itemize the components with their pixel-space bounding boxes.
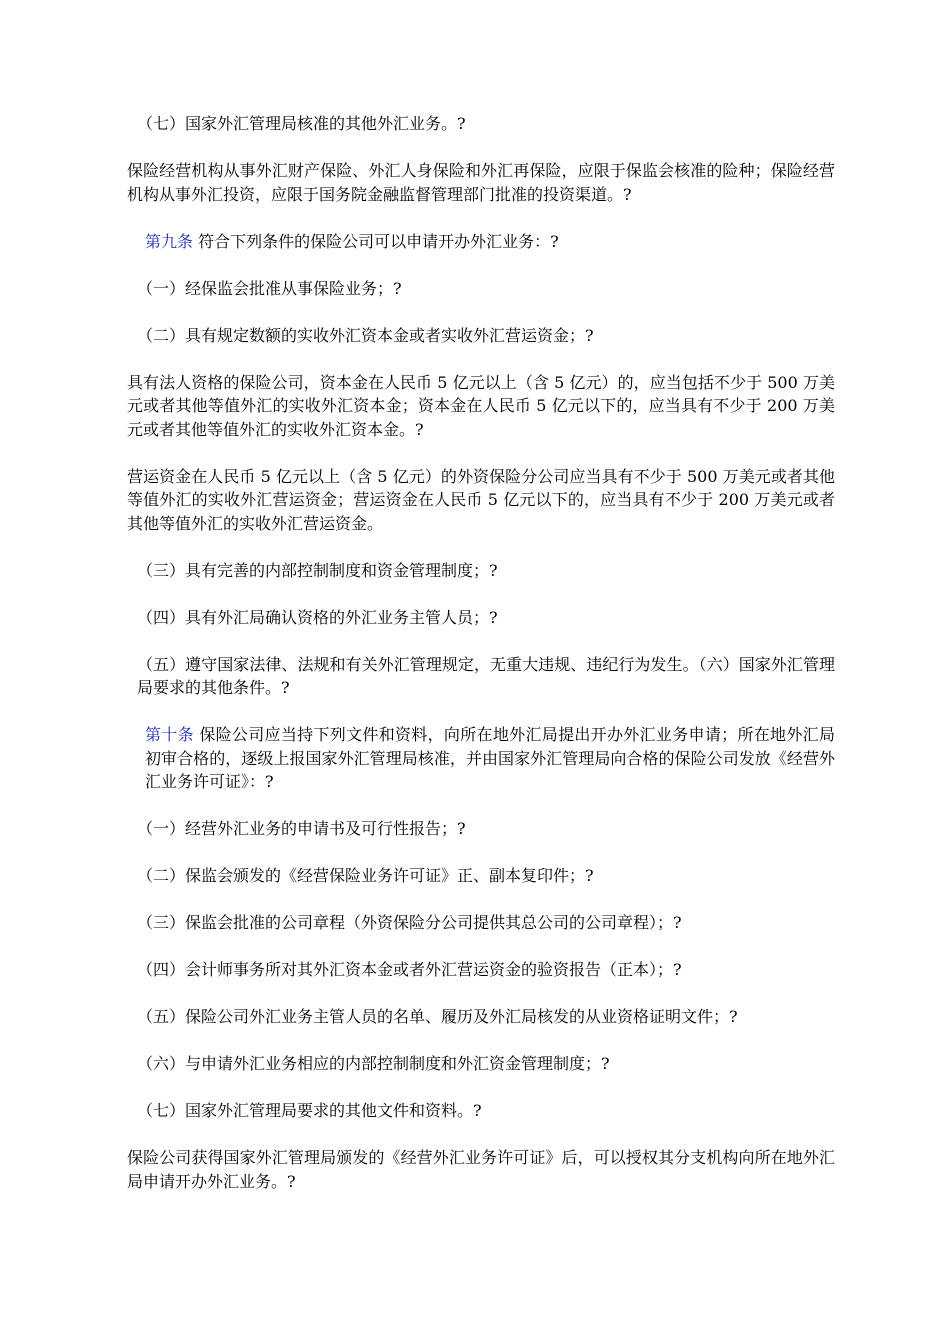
list-item: （六）与申请外汇业务相应的内部控制制度和外汇资金管理制度；?: [137, 1054, 610, 1073]
list-item: （四）具有外汇局确认资格的外汇业务主管人员；?: [137, 607, 498, 627]
article-text: 符合下列条件的保险公司可以申请开办外汇业务：?: [193, 231, 559, 251]
article-number: 第九条: [145, 231, 194, 251]
article-paragraph: [125, 723, 835, 794]
paragraph: 保险公司获得国家外汇管理局颁发的《经营外汇业务许可证》后，可以授权其分支机构向所在地外汇局申请开办外汇业务。?: [127, 1148, 835, 1191]
list-item: （三）具有完善的内部控制制度和资金管理制度；?: [137, 560, 498, 580]
article-number: 第十条: [145, 725, 194, 744]
paragraph: 具有法人资格的保险公司，资本金在人民币 5 亿元以上（含 5 亿元）的，应当包括不少于 500 万美元或者其他等值外汇的实收外汇资本金；资本金在人民币 5 亿元以下的，应当具有不少于 200 万美元或者其他等值外汇的实收外汇资本金。?: [127, 372, 835, 439]
list-item: （五）遵守国家法律、法规和有关外汇管理规定，无重大违规、违纪行为发生。（六）国家外汇管理局要求的其他条件。?: [137, 654, 835, 697]
list-item: （三）保监会批准的公司章程（外资保险分公司提供其总公司的公司章程）；?: [137, 913, 682, 932]
list-item: （二）具有规定数额的实收外汇资本金或者实收外汇营运资金；?: [137, 325, 594, 345]
list-item: （五）保险公司外汇业务主管人员的名单、履历及外汇局核发的从业资格证明文件；?: [137, 1007, 738, 1026]
list-item: （七）国家外汇管理局核准的其他外汇业务。?: [137, 114, 466, 133]
list-item: （七）国家外汇管理局要求的其他文件和资料。?: [137, 1101, 482, 1120]
paragraph: 营运资金在人民币 5 亿元以上（含 5 亿元）的外资保险分公司应当具有不少于 500 万美元或者其他等值外汇的实收外汇营运资金；营运资金在人民币 5 亿元以下的，应当具有不少于 200 万美元或者其他等值外汇的实收外汇营运资金。: [127, 466, 835, 533]
article-text: 保险公司应当持下列文件和资料，向所在地外汇局提出开办外汇业务申请；所在地外汇局初审合格的，逐级上报国家外汇管理局核准，并由国家外汇管理局向合格的保险公司发放《经营外汇业务许可证》：?: [145, 725, 835, 791]
paragraph: 保险经营机构从事外汇财产保险、外汇人身保险和外汇再保险，应限于保监会核准的险种；保险经营机构从事外汇投资，应限于国务院金融监督管理部门批准的投资渠道。?: [127, 161, 835, 204]
document-body: [125, 112, 835, 1217]
list-item: （一）经保监会批准从事保险业务；?: [137, 278, 402, 298]
list-item: （四）会计师事务所对其外汇资本金或者外汇营运资金的验资报告（正本）；?: [137, 960, 682, 979]
list-item: （二）保监会颁发的《经营保险业务许可证》正、副本复印件；?: [137, 866, 594, 885]
list-item: （一）经营外汇业务的申请书及可行性报告；?: [137, 819, 466, 838]
article-paragraph: [125, 230, 835, 254]
